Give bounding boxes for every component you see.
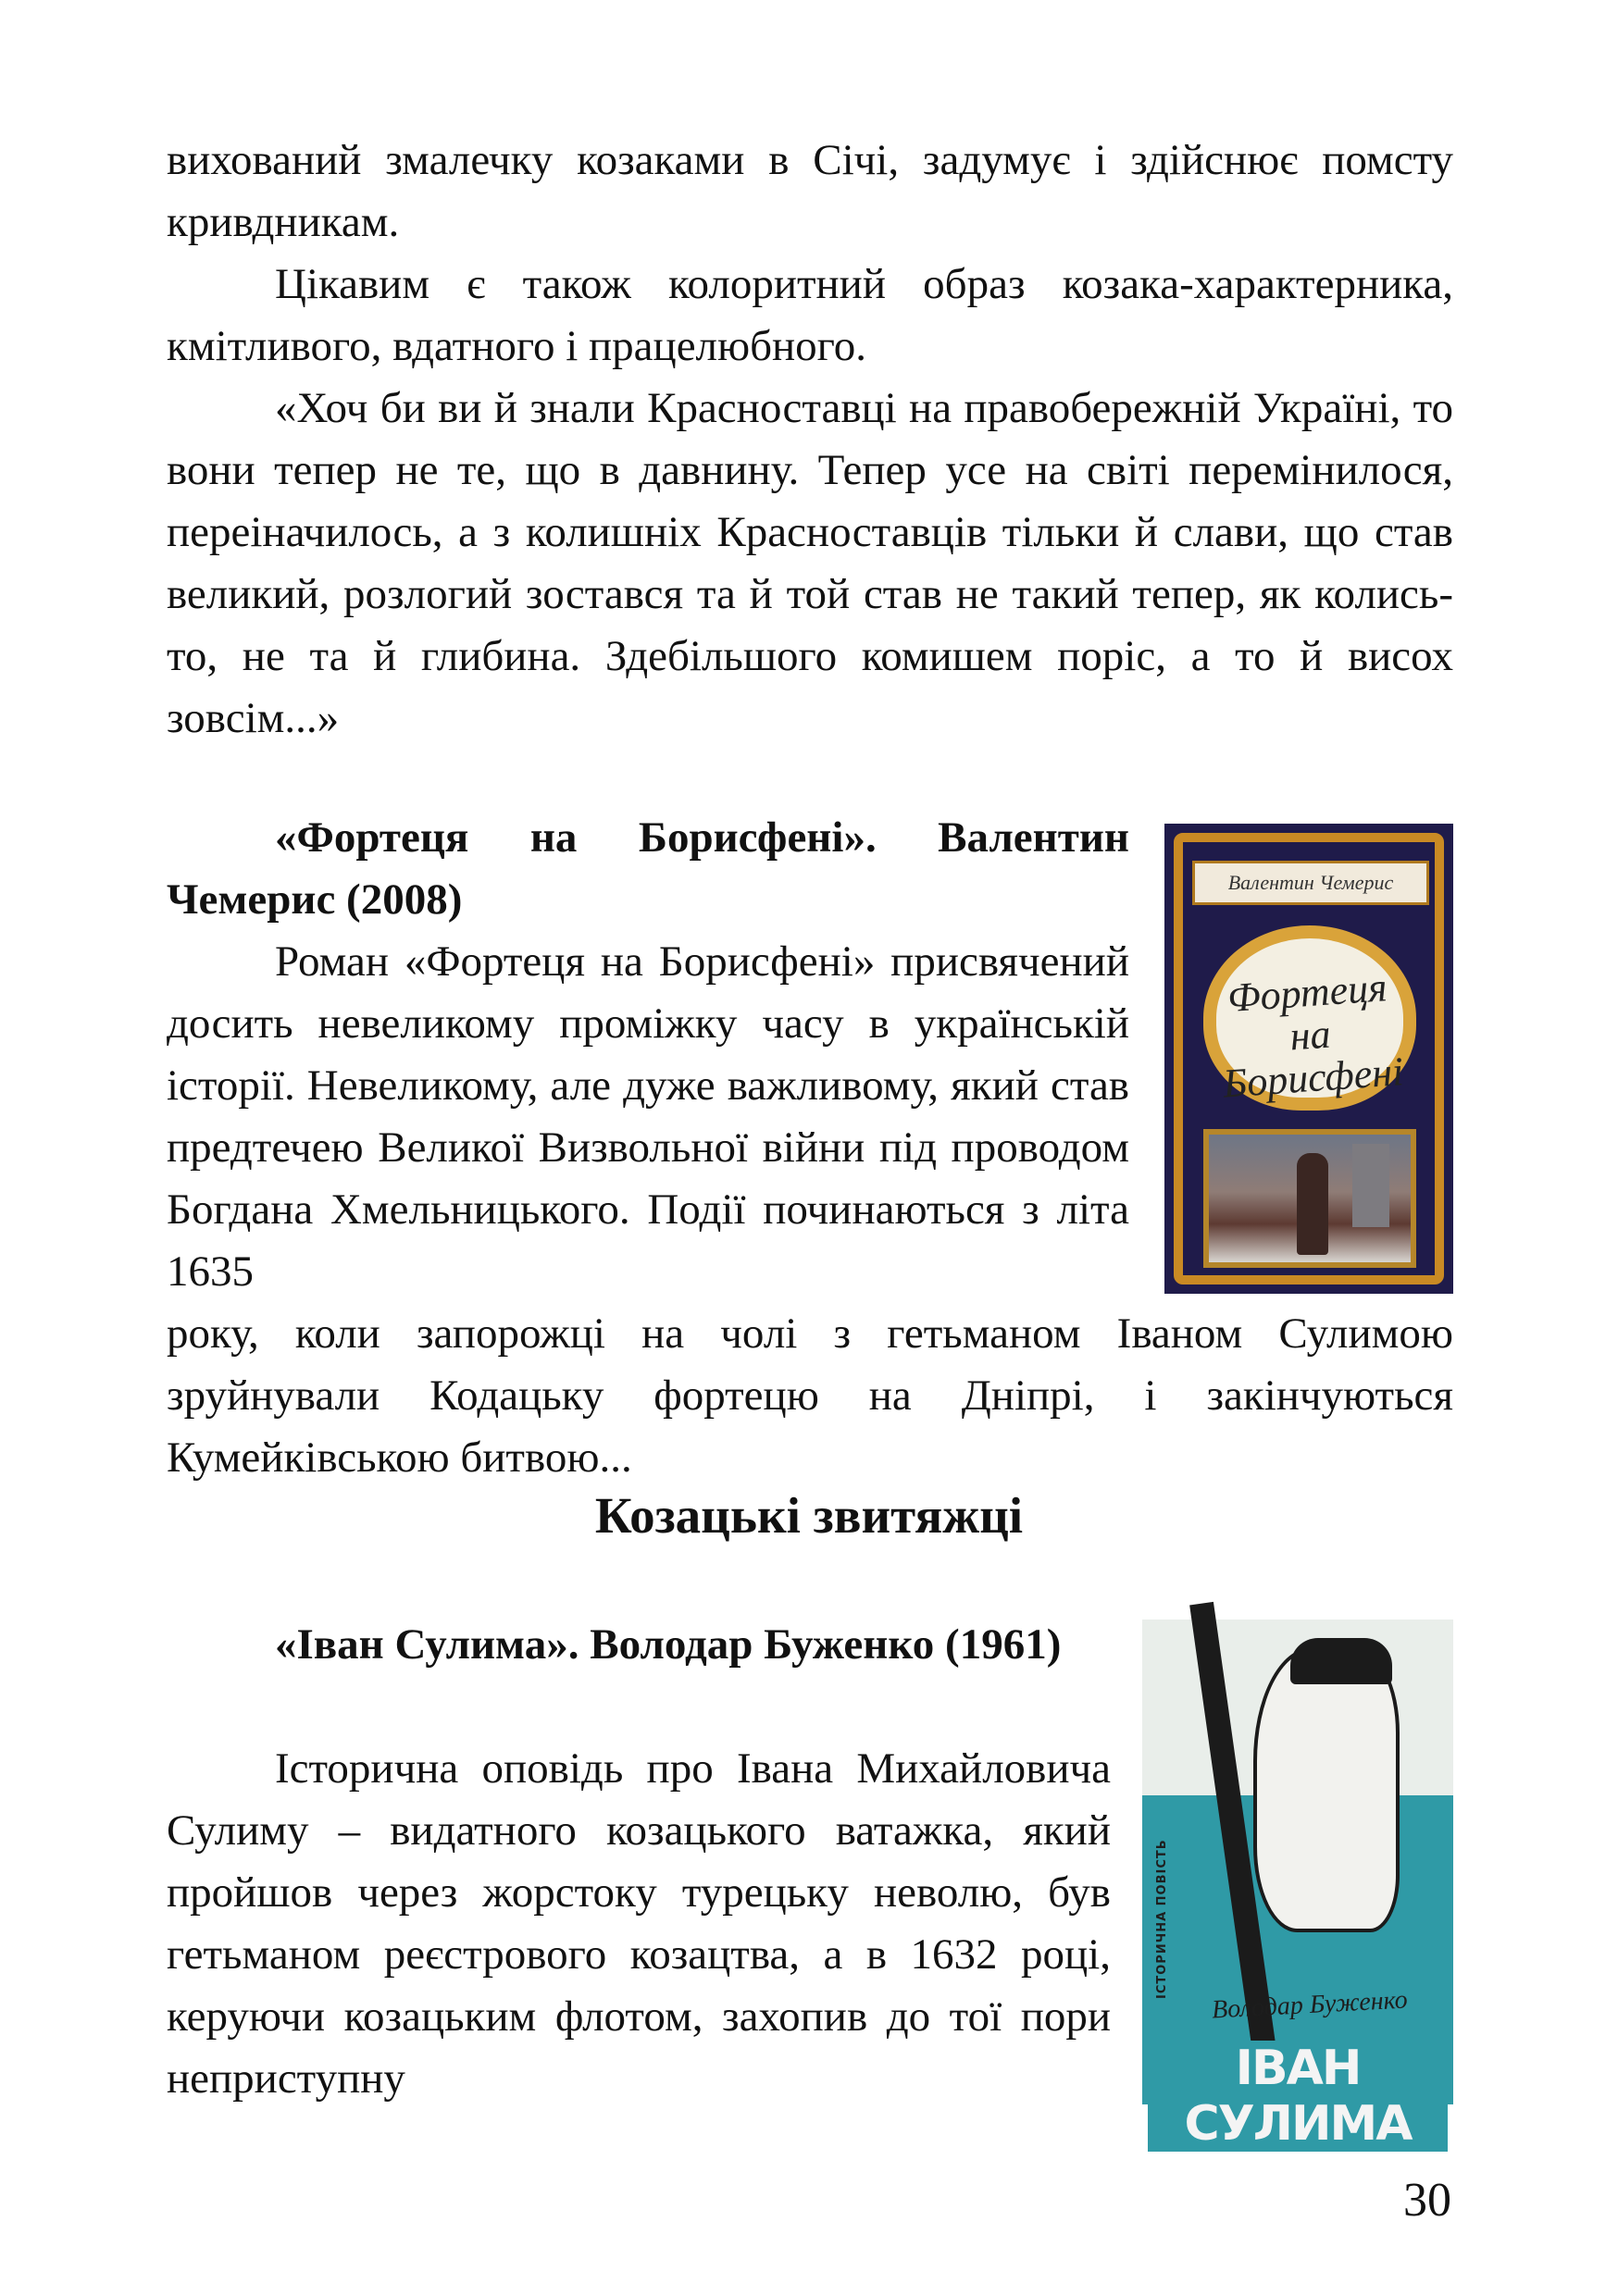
book2-cover-image bbox=[1142, 1620, 1453, 2152]
book1-description: Роман «Фортеця на Борисфені» присвячений досить невеликому проміжку часу в українській історії. Невеликому, але дуже важливому, який став предтечею Великої Визвольної війни під проводом Богдана Хмельницького. Події починаються з літа 1635 bbox=[167, 937, 1129, 1296]
book1-heading: «Фортеця на Борисфені». Валентин Чемерис (2008) bbox=[167, 813, 1129, 924]
cover-author: Валентин Чемерис bbox=[1192, 861, 1429, 905]
hat-icon bbox=[1290, 1638, 1392, 1684]
book1-cover-image bbox=[1164, 824, 1453, 1294]
cover-author: Володар Буженко bbox=[1211, 1985, 1409, 2025]
book2-description: Історична оповідь про Івана Михайловича Сулиму – видатного козацького ватажка, який пройшов через жорстоку турецьку неволю, був гетьманом реєстрового козацтва, а в 1632 році, керуючи козацьким флотом, захопив до тої пори неприступну bbox=[167, 1744, 1111, 2103]
book1-description-continued: року, коли запорожці на чолі з гетьманом Іваном Сулимою зруйнували Кодацьку фортецю на Дніпрі, і закінчуються Кумейківською битвою... bbox=[167, 1309, 1453, 1482]
cossack-figure-icon bbox=[1297, 1153, 1328, 1255]
quote-paragraph: «Хоч би ви й знали Красноставці на правобережній Україні, то вони тепер не те, що в давнину. Тепер усе на світі перемінилося, переіначилось, а з колишніх Красноставців тільки й слави, що став великий, розлогий зостався та й той став не такий тепер, як колись-то, не та й глибина. Здебільшого комишем поріс, а то й висох зовсім...» bbox=[167, 384, 1453, 742]
cover-illustration bbox=[1203, 1129, 1416, 1268]
book2-heading: «Іван Сулима». Володар Буженко (1961) bbox=[275, 1620, 1062, 1669]
cover-title: Фортеця на Борисфені bbox=[1221, 964, 1405, 1107]
section-heading: Козацькі звитяжці bbox=[594, 1487, 1024, 1544]
cover-title: ІВАН СУЛИМА bbox=[1148, 2041, 1448, 2152]
paragraph-continuation: вихований змалечку козаками в Січі, задумує і здійснює помсту кривдникам. bbox=[167, 136, 1453, 246]
cover-spine-text: ІСТОРИЧНА ПОВІСТЬ bbox=[1155, 1839, 1169, 1999]
fortress-tower-icon bbox=[1352, 1144, 1389, 1227]
cossack-figure-icon bbox=[1253, 1647, 1400, 1932]
paragraph-characterist: Цікавим є також колоритний образ козака-характерника, кмітливого, вдатного і працелюбного. bbox=[167, 260, 1453, 370]
page-number: 30 bbox=[1403, 2174, 1451, 2227]
